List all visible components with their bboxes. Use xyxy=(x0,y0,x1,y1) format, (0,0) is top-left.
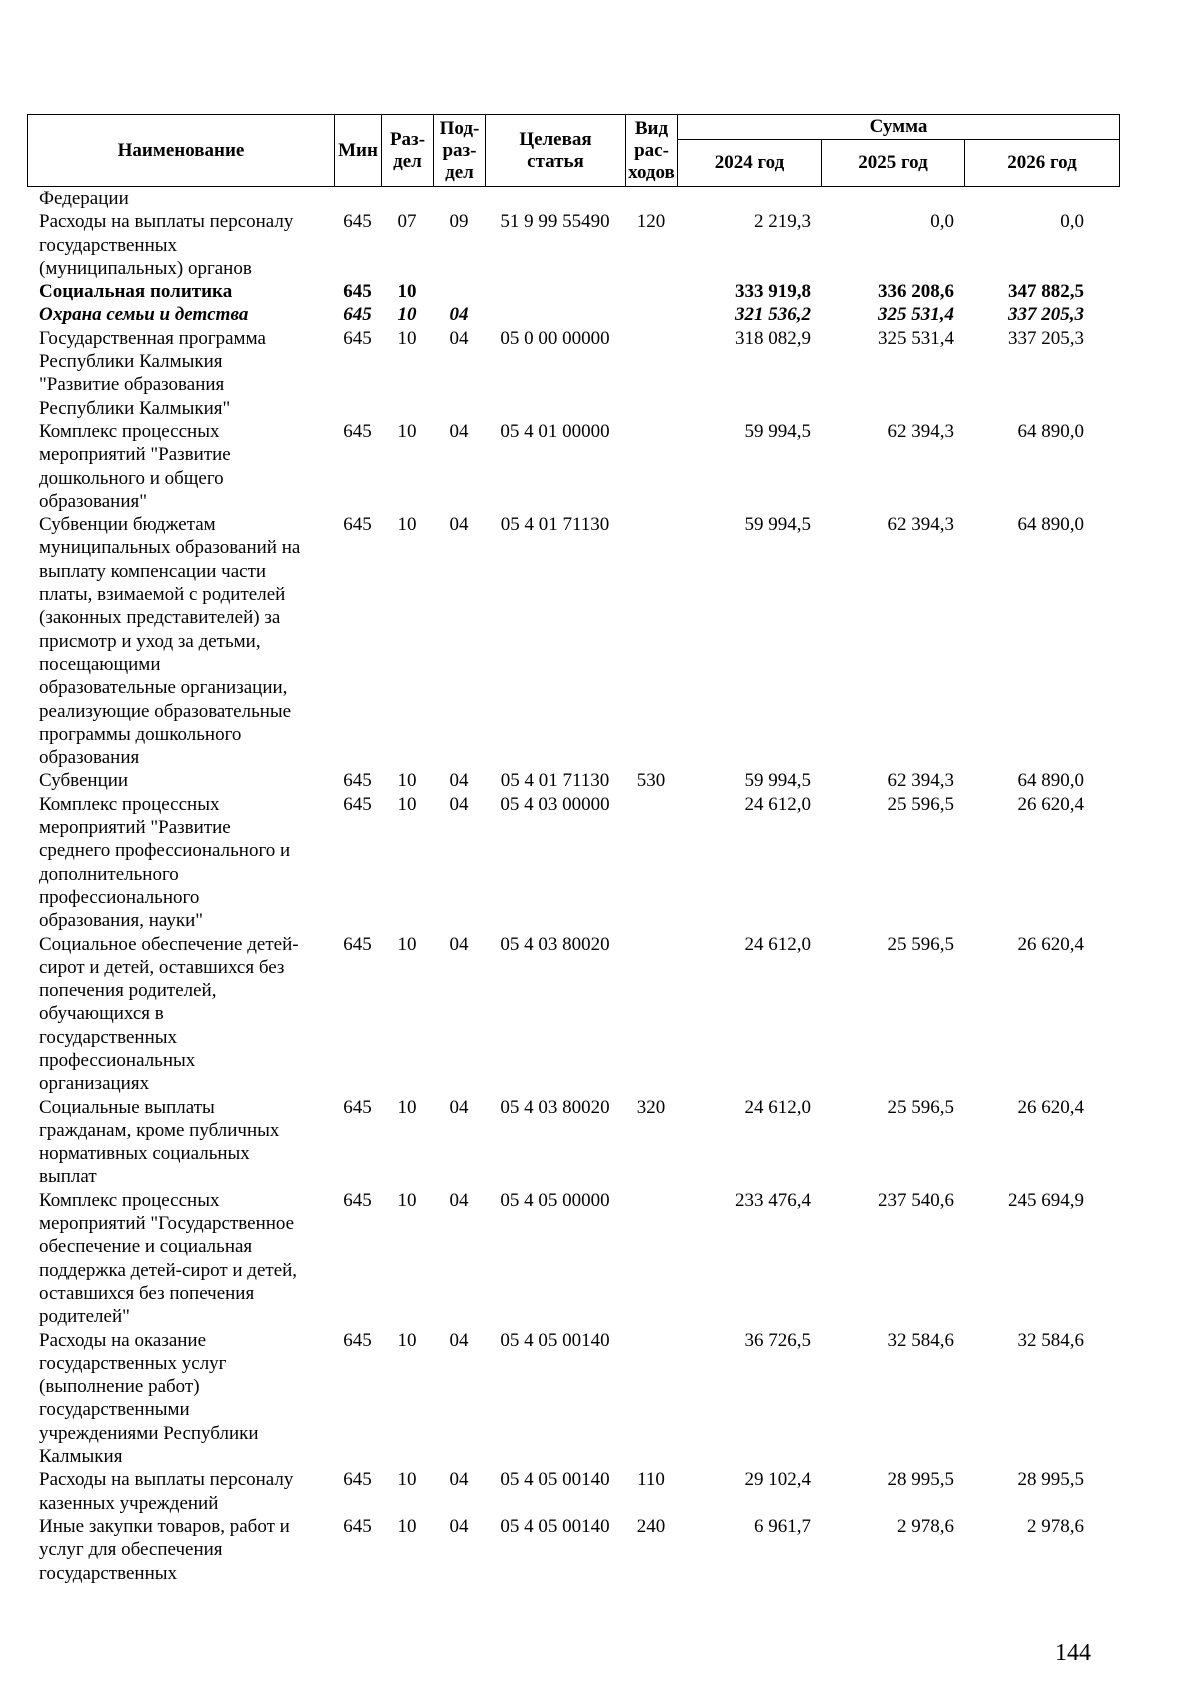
row-vid xyxy=(625,280,677,303)
row-razdel: 10 xyxy=(397,1469,417,1491)
row-celevaya: 05 4 03 80020 xyxy=(500,933,610,955)
table-row xyxy=(27,769,1119,792)
row-2025: 25 596,5 xyxy=(887,1096,954,1118)
row-vid xyxy=(625,1189,677,1329)
row-2026: 26 620,4 xyxy=(1017,1096,1084,1118)
row-podrazdel: 04 xyxy=(449,1189,469,1211)
row-razdel: 10 xyxy=(397,327,417,349)
table-row xyxy=(27,303,1119,326)
table-row xyxy=(27,187,1119,210)
row-2025: 237 540,6 xyxy=(878,1189,954,1211)
row-min: 645 xyxy=(343,933,372,955)
row-name: Социальное обеспечение детей- сирот и детей, оставшихся без попечения родителей, обучающихся в государственных профессиональных организациях xyxy=(39,933,299,1095)
row-2026: 32 584,6 xyxy=(1017,1329,1084,1351)
row-2026: 26 620,4 xyxy=(1017,933,1084,955)
row-min: 645 xyxy=(343,211,372,233)
row-celevaya: 05 4 01 71130 xyxy=(500,514,610,536)
table-row xyxy=(27,210,1119,280)
row-celevaya: 05 4 01 71130 xyxy=(500,770,610,792)
table-row xyxy=(27,1096,1119,1189)
row-vid xyxy=(625,327,677,420)
row-2025: 325 531,4 xyxy=(878,304,954,326)
row-2024: 24 612,0 xyxy=(744,793,811,815)
row-min: 645 xyxy=(343,1329,372,1351)
row-podrazdel: 04 xyxy=(449,420,469,442)
row-min: 645 xyxy=(343,304,372,326)
row-2025: 2 978,6 xyxy=(897,1515,954,1537)
row-razdel xyxy=(381,187,433,210)
row-podrazdel: 04 xyxy=(449,1515,469,1537)
header-2026: 2026 год xyxy=(965,140,1120,187)
row-podrazdel: 04 xyxy=(449,1469,469,1491)
row-razdel: 10 xyxy=(397,281,417,303)
row-min: 645 xyxy=(343,1189,372,1211)
row-2026: 28 995,5 xyxy=(1017,1469,1084,1491)
row-celevaya: 05 4 05 00140 xyxy=(500,1329,610,1351)
row-2024: 2 219,3 xyxy=(754,211,811,233)
row-vid xyxy=(625,793,677,933)
row-2026 xyxy=(964,187,1094,210)
header-2024: 2024 год xyxy=(678,140,822,187)
row-podrazdel xyxy=(433,280,485,303)
row-2026: 347 882,5 xyxy=(1008,281,1084,303)
row-2024: 321 536,2 xyxy=(735,304,811,326)
row-celevaya: 05 4 05 00000 xyxy=(500,1189,610,1211)
row-name: Комплекс процессных мероприятий "Государственное обеспечение и социальная поддержка детей-сирот и детей, оставшихся без попечения родителей" xyxy=(39,1189,298,1328)
row-2026: 245 694,9 xyxy=(1008,1189,1084,1211)
row-vid xyxy=(625,187,677,210)
table-row xyxy=(27,327,1119,420)
row-2025: 62 394,3 xyxy=(887,514,954,536)
row-celevaya: 05 4 01 00000 xyxy=(500,420,610,442)
row-vid: 120 xyxy=(636,211,666,233)
row-podrazdel: 04 xyxy=(449,1096,469,1118)
table-row xyxy=(27,1329,1119,1469)
row-2025: 0,0 xyxy=(930,211,954,233)
row-2025: 25 596,5 xyxy=(887,793,954,815)
row-name: Комплекс процессных мероприятий "Развитие среднего профессионального и дополнительного профессионального образования, науки" xyxy=(39,793,291,932)
row-celevaya: 05 0 00 00000 xyxy=(500,327,610,349)
row-podrazdel xyxy=(433,187,485,210)
row-podrazdel: 09 xyxy=(449,211,469,233)
row-2025: 325 531,4 xyxy=(878,327,954,349)
row-2024 xyxy=(677,187,821,210)
row-name: Расходы на оказание государственных услуг (выполнение работ) государственными учреждениями Республики Калмыкия xyxy=(39,1329,259,1468)
row-min: 645 xyxy=(343,1469,372,1491)
row-razdel: 10 xyxy=(397,420,417,442)
row-razdel: 10 xyxy=(397,1096,417,1118)
row-name: Субвенции xyxy=(39,770,129,792)
row-razdel: 10 xyxy=(397,1189,417,1211)
row-2025: 336 208,6 xyxy=(878,281,954,303)
row-vid: 320 xyxy=(636,1096,666,1118)
row-celevaya: 51 9 99 55490 xyxy=(500,211,610,233)
table-body xyxy=(27,187,1119,1585)
table-row xyxy=(27,1468,1119,1515)
table-header xyxy=(27,114,1120,187)
row-2024: 6 961,7 xyxy=(754,1515,811,1537)
row-podrazdel: 04 xyxy=(449,770,469,792)
row-2026: 26 620,4 xyxy=(1017,793,1084,815)
row-vid xyxy=(625,303,677,326)
header-name: Наименование xyxy=(28,115,335,187)
row-vid xyxy=(625,420,677,513)
header-vid: Вид рас- ходов xyxy=(626,115,678,187)
row-name: Федерации xyxy=(39,188,129,209)
header-razdel: Раз- дел xyxy=(382,115,434,187)
row-celevaya: 05 4 05 00140 xyxy=(500,1469,610,1491)
header-podrazdel: Под- раз- дел xyxy=(434,115,486,187)
table-row xyxy=(27,1515,1119,1585)
row-name: Государственная программа Республики Калмыкия "Развитие образования Республики Калмыкия" xyxy=(39,327,266,419)
row-name: Субвенции бюджетам муниципальных образований на выплату компенсации части платы, взимаемой с родителей (законных представителей) за присмотр и уход за детьми, посещающими образовательные организации, реализующие образовательные программы дошкольного образования xyxy=(39,514,301,769)
table-row xyxy=(27,1189,1119,1329)
row-2024: 318 082,9 xyxy=(735,327,811,349)
table-row xyxy=(27,793,1119,933)
row-razdel: 10 xyxy=(397,1329,417,1351)
row-2026: 64 890,0 xyxy=(1017,420,1084,442)
row-2024: 59 994,5 xyxy=(744,420,811,442)
row-podrazdel: 04 xyxy=(449,304,469,326)
header-2025: 2025 год xyxy=(822,140,965,187)
row-podrazdel: 04 xyxy=(449,1329,469,1351)
row-vid: 110 xyxy=(637,1469,665,1491)
row-name: Социальная политика xyxy=(39,281,233,303)
row-razdel: 10 xyxy=(397,1515,417,1537)
row-2024: 233 476,4 xyxy=(735,1189,811,1211)
table-row xyxy=(27,933,1119,1096)
row-name: Иные закупки товаров, работ и услуг для обеспечения государственных xyxy=(39,1515,290,1584)
row-razdel: 07 xyxy=(397,211,417,233)
row-celevaya xyxy=(485,280,625,303)
row-name: Расходы на выплаты персоналу казенных учреждений xyxy=(39,1469,294,1514)
row-2025: 32 584,6 xyxy=(887,1329,954,1351)
row-vid xyxy=(625,513,677,769)
row-2024: 29 102,4 xyxy=(744,1469,811,1491)
row-vid: 240 xyxy=(636,1515,666,1537)
row-celevaya: 05 4 03 80020 xyxy=(500,1096,610,1118)
row-podrazdel: 04 xyxy=(449,514,469,536)
row-vid xyxy=(625,1329,677,1469)
row-min: 645 xyxy=(343,327,372,349)
row-podrazdel: 04 xyxy=(449,933,469,955)
page-number: 144 xyxy=(1055,1640,1091,1666)
row-podrazdel: 04 xyxy=(449,327,469,349)
row-razdel: 10 xyxy=(397,793,417,815)
row-2024: 24 612,0 xyxy=(744,933,811,955)
row-celevaya: 05 4 05 00140 xyxy=(500,1515,610,1537)
row-2024: 333 919,8 xyxy=(735,281,811,303)
table-row xyxy=(27,280,1119,303)
row-2025 xyxy=(821,187,964,210)
row-razdel: 10 xyxy=(397,933,417,955)
table-row xyxy=(27,513,1119,769)
row-name: Социальные выплаты гражданам, кроме публичных нормативных социальных выплат xyxy=(39,1096,280,1188)
row-vid xyxy=(625,933,677,1096)
row-min: 645 xyxy=(343,793,372,815)
row-min: 645 xyxy=(343,514,372,536)
header-celevaya: Целевая статья xyxy=(486,115,626,187)
row-min xyxy=(334,187,381,210)
row-2024: 24 612,0 xyxy=(744,1096,811,1118)
row-2024: 59 994,5 xyxy=(744,514,811,536)
table-row xyxy=(27,420,1119,513)
row-2026: 337 205,3 xyxy=(1008,304,1084,326)
row-2026: 0,0 xyxy=(1060,211,1084,233)
row-vid: 530 xyxy=(636,770,666,792)
row-2024: 59 994,5 xyxy=(744,770,811,792)
row-name: Расходы на выплаты персоналу государственных (муниципальных) органов xyxy=(39,211,294,279)
row-2025: 62 394,3 xyxy=(887,770,954,792)
row-min: 645 xyxy=(343,420,372,442)
row-name: Охрана семьи и детства xyxy=(39,304,249,326)
row-2025: 28 995,5 xyxy=(887,1469,954,1491)
row-2025: 25 596,5 xyxy=(887,933,954,955)
row-min: 645 xyxy=(343,1096,372,1118)
row-2026: 2 978,6 xyxy=(1027,1515,1084,1537)
row-celevaya xyxy=(485,303,625,326)
header-summa: Сумма xyxy=(678,115,1120,140)
row-2026: 64 890,0 xyxy=(1017,514,1084,536)
row-min: 645 xyxy=(343,770,372,792)
row-celevaya xyxy=(485,187,625,210)
row-min: 645 xyxy=(343,281,372,303)
row-name: Комплекс процессных мероприятий "Развитие дошкольного и общего образования" xyxy=(39,420,231,512)
header-min: Мин xyxy=(335,115,382,187)
row-2024: 36 726,5 xyxy=(744,1329,811,1351)
row-celevaya: 05 4 03 00000 xyxy=(500,793,610,815)
row-2025: 62 394,3 xyxy=(887,420,954,442)
row-podrazdel: 04 xyxy=(449,793,469,815)
row-2026: 337 205,3 xyxy=(1008,327,1084,349)
row-razdel: 10 xyxy=(397,770,417,792)
row-razdel: 10 xyxy=(397,304,417,326)
row-razdel: 10 xyxy=(397,514,417,536)
row-2026: 64 890,0 xyxy=(1017,770,1084,792)
row-min: 645 xyxy=(343,1515,372,1537)
